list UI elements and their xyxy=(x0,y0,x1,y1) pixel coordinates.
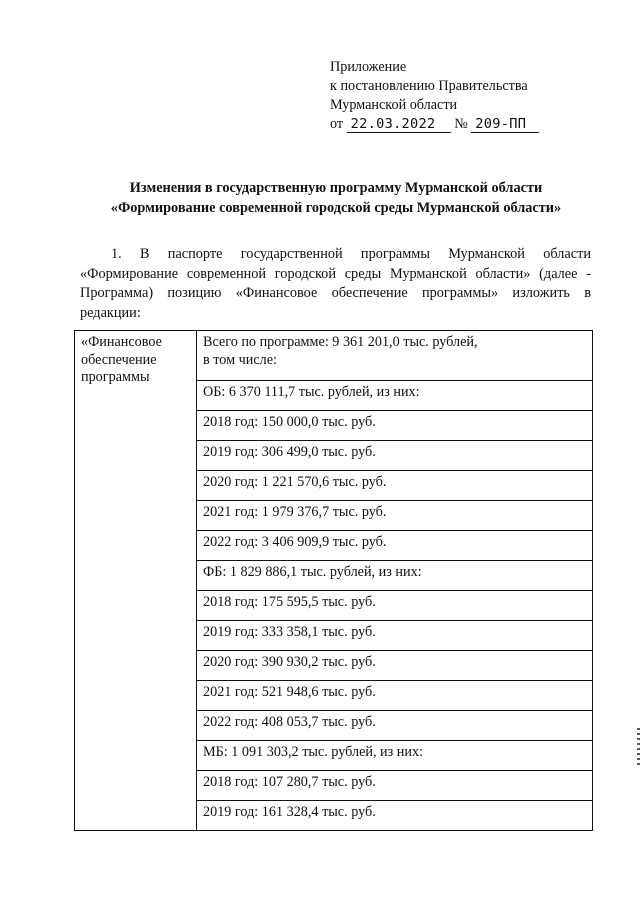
financing-value-cell: 2021 год: 521 948,6 тыс. руб. xyxy=(197,681,593,711)
date-prefix: от xyxy=(330,116,344,132)
financing-value-cell: ФБ: 1 829 886,1 тыс. рублей, из них: xyxy=(197,561,593,591)
total-cell xyxy=(197,331,593,381)
appendix-line-3: Мурманской области xyxy=(330,97,458,113)
appendix-date-line xyxy=(330,115,539,134)
appendix-header xyxy=(330,58,539,134)
financing-value-cell: 2022 год: 3 406 909,9 тыс. руб. xyxy=(197,531,593,561)
financing-value-cell: 2019 год: 306 499,0 тыс. руб. xyxy=(197,441,593,471)
financing-value-cell: МБ: 1 091 303,2 тыс. рублей, из них: xyxy=(197,741,593,771)
resolution-date: 22.03.2022 xyxy=(347,116,451,133)
title-line-2: «Формирование современной городской среды Мурманской области» xyxy=(110,200,562,216)
financing-value-cell: 2019 год: 333 358,1 тыс. руб. xyxy=(197,621,593,651)
number-prefix: № xyxy=(454,116,468,132)
title-line-1: Изменения в государственную программу Мурманской области xyxy=(129,180,543,196)
label-line: программы xyxy=(81,369,150,385)
total-line-1: Всего по программе: 9 361 201,0 тыс. рублей, xyxy=(203,334,478,350)
label-line: обеспечение xyxy=(81,351,157,368)
appendix-line-2: к постановлению Правительства xyxy=(330,78,528,94)
amendment-paragraph: 1. В паспорте государственной программы Мурманской области «Формирование современной городской среды Мурманской области» (далее - Программа) позицию «Финансовое обеспечение программы» изложить в редакции: xyxy=(80,246,591,321)
financing-value-cell: 2018 год: 175 595,5 тыс. руб. xyxy=(197,591,593,621)
table-row xyxy=(75,331,593,381)
financing-value-cell: 2018 год: 150 000,0 тыс. руб. xyxy=(197,411,593,441)
financing-value-cell: 2018 год: 107 280,7 тыс. руб. xyxy=(197,771,593,801)
resolution-number: 209-ПП xyxy=(471,116,539,133)
financing-value-cell: ОБ: 6 370 111,7 тыс. рублей, из них: xyxy=(197,381,593,411)
label-line: «Финансовое xyxy=(81,334,162,350)
financing-value-cell: 2020 год: 390 930,2 тыс. руб. xyxy=(197,651,593,681)
financing-value-cell: 2022 год: 408 053,7 тыс. руб. xyxy=(197,711,593,741)
document-title xyxy=(80,178,592,218)
appendix-line-1: Приложение xyxy=(330,59,407,75)
total-line-2: в том числе: xyxy=(203,351,277,368)
financing-value-cell: 2021 год: 1 979 376,7 тыс. руб. xyxy=(197,501,593,531)
financing-label-cell xyxy=(75,331,197,831)
financing-value-cell: 2019 год: 161 328,4 тыс. руб. xyxy=(197,801,593,831)
financing-table xyxy=(74,330,593,831)
financing-value-cell: 2020 год: 1 221 570,6 тыс. руб. xyxy=(197,471,593,501)
